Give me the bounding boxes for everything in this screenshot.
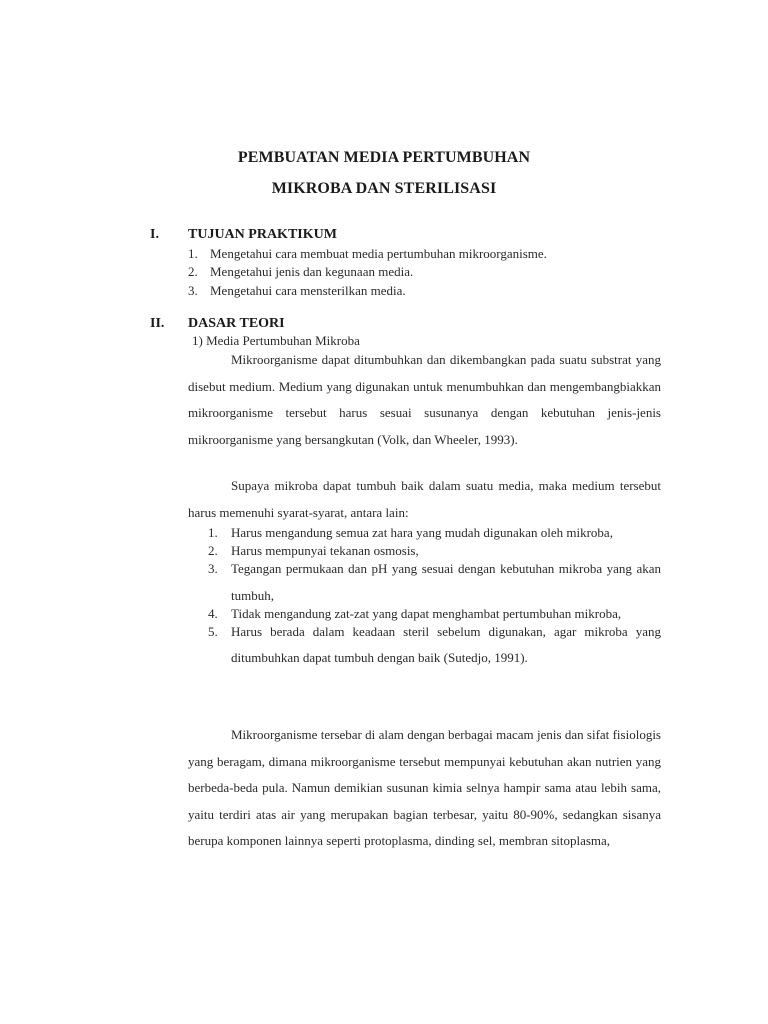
section-1-heading: TUJUAN PRAKTIKUM	[188, 227, 337, 242]
goal-item	[188, 283, 406, 299]
list-item-number: 5.	[208, 623, 218, 639]
document-title-line-1: PEMBUATAN MEDIA PERTUMBUHAN	[237, 149, 531, 166]
document-title-line-2: MIKROBA DAN STERILISASI	[271, 180, 497, 197]
subsection-heading: 1) Media Pertumbuhan Mikroba	[192, 333, 360, 348]
list-item-number: 2.	[208, 543, 218, 558]
list-item-number: 4.	[208, 605, 218, 621]
list-item-number: 3.	[208, 561, 218, 576]
section-2-heading: DASAR TEORI	[188, 316, 285, 331]
goal-item-number: 1.	[188, 246, 198, 261]
goal-item-text: Mengetahui cara membuat media pertumbuhan mikroorganisme.	[210, 246, 547, 261]
paragraph-medium-definition: Mikroorganisme dapat ditumbuhkan dan dikembangkan pada suatu substrat yang disebut medium. Medium yang digunakan untuk menumbuhkan dan mengembangbiakkan mikroorganisme tersebut harus sesuai susunanya dengan kebutuhan jenis-jenis mikroorganisme yang bersangkutan (Volk, dan Wheeler, 1993).	[188, 352, 661, 447]
goal-item	[188, 246, 547, 262]
requirements-list	[188, 520, 661, 666]
goal-item-text: Mengetahui cara mensterilkan media.	[210, 283, 406, 298]
paragraph-microorganism-nutrients: Mikroorganisme tersebar di alam dengan berbagai macam jenis dan sifat fisiologis yang beragam, dimana mikroorganisme tersebut mempunyai kebutuhan akan nutrien yang berbeda-beda pula. Namun demikian susunan kimia selnya hampir sama atau lebih sama, yaitu terdiri atas air yang merupakan bagian terbesar, yaitu 80-90%, sedangkan sisanya berupa komponen lainnya seperti protoplasma, dinding sel, membran sitoplasma,	[188, 727, 661, 849]
goal-item-text: Mengetahui jenis dan kegunaan media.	[210, 264, 414, 279]
list-item-text: Harus mempunyai tekanan osmosis,	[231, 543, 419, 558]
list-item-text: Harus berada dalam keadaan steril sebelum digunakan, agar mikroba yang ditumbuhkan dapat tumbuh dengan baik (Sutedjo, 1991).	[231, 623, 661, 666]
list-item-number: 1.	[208, 525, 218, 540]
list-item	[188, 619, 661, 672]
list-item-text: Harus mengandung semua zat hara yang mudah digunakan oleh mikroba,	[231, 525, 613, 540]
goal-item-number: 3.	[188, 283, 198, 298]
paragraph-requirements-intro: Supaya mikroba dapat tumbuh baik dalam suatu media, maka medium tersebut harus memenuhi syarat-syarat, antara lain:	[188, 478, 661, 520]
list-item-text: Tegangan permukaan dan pH yang sesuai dengan kebutuhan mikroba yang akan tumbuh,	[231, 561, 661, 603]
section-2-number: II.	[150, 316, 165, 331]
section-1-number: I.	[150, 227, 159, 242]
goal-item-number: 2.	[188, 264, 198, 279]
list-item-text: Tidak mengandung zat-zat yang dapat menghambat pertumbuhan mikroba,	[231, 605, 622, 621]
goal-item	[188, 264, 413, 280]
